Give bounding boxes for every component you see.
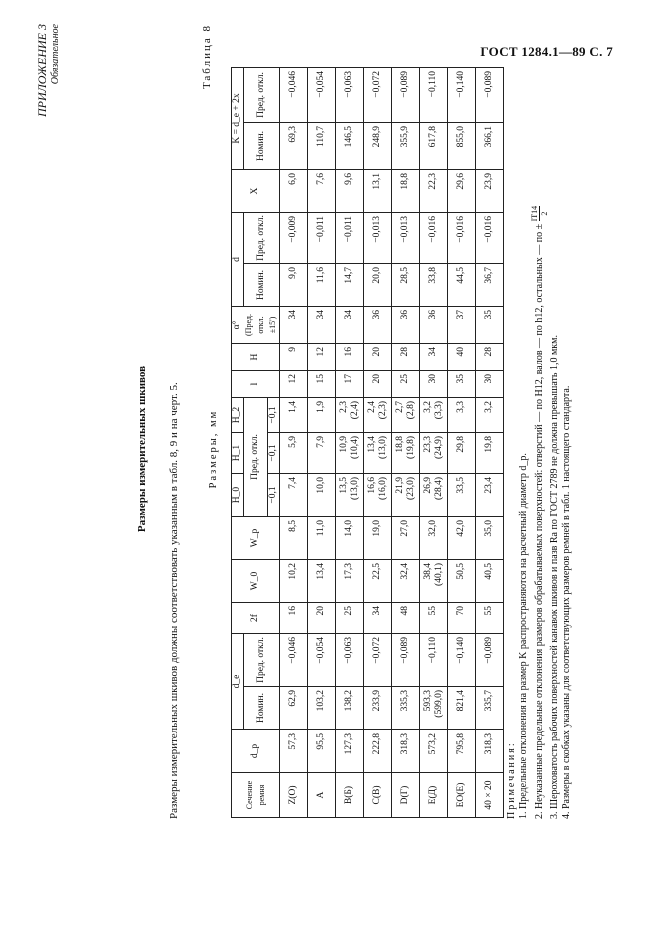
- cell-W0: 22,5: [364, 560, 392, 603]
- cell-H0: 10,0: [308, 474, 336, 517]
- note-1: 1. Предельные отклонения на размер K распространяются на расчетный диаметр d_p.: [518, 453, 529, 819]
- col-section: Сечение ремня: [232, 773, 280, 818]
- col-K-nom: Номин.: [244, 123, 280, 170]
- cell-alpha: 36: [364, 307, 392, 344]
- cell-l: 25: [392, 371, 420, 398]
- appendix-subtitle: Обязательное: [50, 24, 61, 85]
- table-row: [336, 68, 364, 818]
- note-4: 4. Размеры в скобках указаны для соответствующих размеров ремней в табл. 1 настоящего стандарта.: [561, 385, 572, 819]
- col-K-pred: Пред. откл.: [244, 68, 280, 123]
- col-W0: W_0: [232, 560, 280, 603]
- cell-de-pred: −0,089: [476, 634, 504, 687]
- cell-de-pred: −0,046: [280, 634, 308, 687]
- cell-l: 17: [336, 371, 364, 398]
- cell-H: 28: [392, 344, 420, 371]
- cell-alpha: 36: [392, 307, 420, 344]
- cell-alpha: 34: [336, 307, 364, 344]
- section-title: Размеры измерительных шкивов: [136, 365, 148, 533]
- cell-H0: 13,5 (13,0): [336, 474, 364, 517]
- col-dp: d_p: [232, 730, 280, 773]
- cell-f2: 48: [392, 603, 420, 634]
- dimensions-table: [231, 67, 504, 818]
- table-row: [448, 68, 476, 818]
- cell-alpha: 35: [476, 307, 504, 344]
- col-H: H: [232, 344, 280, 371]
- cell-l: 30: [476, 371, 504, 398]
- cell-l: 20: [364, 371, 392, 398]
- cell-H2: 2,4 (2,3): [364, 398, 392, 433]
- cell-H2: 1,4: [280, 398, 308, 433]
- col-de-nom: Номин.: [244, 687, 280, 730]
- cell-section: Z(O): [280, 773, 308, 818]
- cell-dp: 95,5: [308, 730, 336, 773]
- table-row: [420, 68, 448, 818]
- cell-K-pred: −0,072: [364, 68, 392, 123]
- cell-de-pred: −0,089: [392, 634, 420, 687]
- cell-W0: 13,4: [308, 560, 336, 603]
- cell-de-nom: 335,7: [476, 687, 504, 730]
- cell-X: 6,0: [280, 170, 308, 213]
- cell-K-pred: −0,054: [308, 68, 336, 123]
- table-row: [476, 68, 504, 818]
- cell-d-pred: −0,013: [364, 213, 392, 264]
- col-pred-otkl-group: Пред. откл.: [244, 398, 268, 517]
- cell-W0: 32,4: [392, 560, 420, 603]
- cell-X: 22,3: [420, 170, 448, 213]
- cell-X: 13,1: [364, 170, 392, 213]
- notes-heading: Примечания:: [506, 741, 517, 819]
- cell-K-pred: −0,089: [392, 68, 420, 123]
- cell-d-pred: −0,013: [392, 213, 420, 264]
- cell-X: 18,8: [392, 170, 420, 213]
- cell-d-nom: 11,6: [308, 264, 336, 307]
- cell-H1: 18,8 (19,8): [392, 433, 420, 474]
- col-Wp: W_p: [232, 517, 280, 560]
- cell-K-nom: 355,9: [392, 123, 420, 170]
- cell-d-pred: −0,016: [476, 213, 504, 264]
- cell-l: 12: [280, 371, 308, 398]
- cell-H2: 3,2: [476, 398, 504, 433]
- table-label: Таблица 8: [201, 24, 213, 90]
- cell-K-pred: −0,140: [448, 68, 476, 123]
- cell-alpha: 34: [280, 307, 308, 344]
- appendix-title: [36, 24, 62, 874]
- cell-f2: 34: [364, 603, 392, 634]
- cell-f2: 20: [308, 603, 336, 634]
- col-d-nom: Номин.: [244, 264, 280, 307]
- cell-H1: 23,3 (24,9): [420, 433, 448, 474]
- cell-dp: 318,3: [476, 730, 504, 773]
- cell-X: 29,6: [448, 170, 476, 213]
- cell-Wp: 35,0: [476, 517, 504, 560]
- table-body: [280, 68, 504, 818]
- cell-d-pred: −0,009: [280, 213, 308, 264]
- cell-de-pred: −0,072: [364, 634, 392, 687]
- cell-de-nom: 593,3 (599,0): [420, 687, 448, 730]
- cell-H: 9: [280, 344, 308, 371]
- cell-dp: 573,2: [420, 730, 448, 773]
- cell-de-pred: −0,063: [336, 634, 364, 687]
- col-K: K = d_e + 2x: [232, 68, 244, 170]
- cell-de-nom: 62,9: [280, 687, 308, 730]
- cell-d-nom: 36,7: [476, 264, 504, 307]
- cell-H0: 26,9 (28,4): [420, 474, 448, 517]
- cell-de-pred: −0,140: [448, 634, 476, 687]
- cell-f2: 55: [476, 603, 504, 634]
- rotated-content: [18, 24, 618, 874]
- cell-K-nom: 110,7: [308, 123, 336, 170]
- cell-K-nom: 146,5: [336, 123, 364, 170]
- cell-f2: 16: [280, 603, 308, 634]
- cell-H2: 1,9: [308, 398, 336, 433]
- cell-Wp: 14,0: [336, 517, 364, 560]
- units-label: Размеры, мм: [208, 409, 219, 489]
- col-H2: H_2: [232, 398, 244, 433]
- cell-K-pred: −0,063: [336, 68, 364, 123]
- cell-dp: 795,8: [448, 730, 476, 773]
- cell-H: 40: [448, 344, 476, 371]
- cell-K-nom: 69,3: [280, 123, 308, 170]
- table-row: [392, 68, 420, 818]
- cell-H2: 2,7 (2,8): [392, 398, 420, 433]
- cell-dp: 127,3: [336, 730, 364, 773]
- col-de: d_e: [232, 634, 244, 730]
- cell-de-nom: 821,4: [448, 687, 476, 730]
- cell-H2: 2,3 (2,4): [336, 398, 364, 433]
- cell-de-nom: 335,3: [392, 687, 420, 730]
- cell-H0: 21,9 (23,0): [392, 474, 420, 517]
- cell-Wp: 27,0: [392, 517, 420, 560]
- table-row: [364, 68, 392, 818]
- cell-K-nom: 248,9: [364, 123, 392, 170]
- cell-X: 9,6: [336, 170, 364, 213]
- page-header: ГОСТ 1284.1—89 С. 7: [480, 44, 613, 59]
- cell-H1: 13,4 (13,0): [364, 433, 392, 474]
- cell-l: 30: [420, 371, 448, 398]
- cell-d-pred: −0,011: [308, 213, 336, 264]
- cell-H1: 10,9 (10,4): [336, 433, 364, 474]
- table-row: [308, 68, 336, 818]
- cell-f2: 25: [336, 603, 364, 634]
- cell-H1: 19,8: [476, 433, 504, 474]
- intro-text: Размеры измерительных шкивов должны соответствовать указанным в табл. 8, 9 и на черт. 5.: [168, 382, 180, 819]
- cell-Wp: 8,5: [280, 517, 308, 560]
- cell-K-nom: 855,0: [448, 123, 476, 170]
- col-H2-tol: −0,1: [268, 398, 280, 433]
- cell-de-nom: 138,2: [336, 687, 364, 730]
- col-d-pred: Пред. откл.: [244, 213, 280, 264]
- cell-W0: 10,2: [280, 560, 308, 603]
- col-d: d: [232, 213, 244, 307]
- cell-W0: 17,3: [336, 560, 364, 603]
- cell-H2: 3,2 (3,3): [420, 398, 448, 433]
- cell-K-pred: −0,089: [476, 68, 504, 123]
- cell-dp: 222,8: [364, 730, 392, 773]
- note-2: 2. Неуказанные предельные отклонения размеров обрабатываемых поверхностей: отверстий — по Н12, валов — по h12, остальных — по ± IT14 2: [530, 205, 549, 819]
- cell-K-pred: −0,110: [420, 68, 448, 123]
- appendix-label: ПРИЛОЖЕНИЕ 3: [35, 24, 49, 117]
- cell-W0: 50,5: [448, 560, 476, 603]
- cell-W0: 38,4 (40,1): [420, 560, 448, 603]
- cell-X: 23,9: [476, 170, 504, 213]
- cell-section: D(Г): [392, 773, 420, 818]
- cell-H: 34: [420, 344, 448, 371]
- cell-H1: 29,8: [448, 433, 476, 474]
- cell-d-pred: −0,016: [448, 213, 476, 264]
- cell-section: 40 × 20: [476, 773, 504, 818]
- cell-dp: 57,3: [280, 730, 308, 773]
- cell-f2: 55: [420, 603, 448, 634]
- cell-H: 28: [476, 344, 504, 371]
- cell-W0: 40,5: [476, 560, 504, 603]
- cell-H1: 7,9: [308, 433, 336, 474]
- cell-H0: 33,5: [448, 474, 476, 517]
- cell-H: 12: [308, 344, 336, 371]
- cell-d-pred: −0,011: [336, 213, 364, 264]
- table-row: [280, 68, 308, 818]
- notes: [506, 206, 573, 819]
- col-H0: H_0: [232, 474, 244, 517]
- cell-d-nom: 20,0: [364, 264, 392, 307]
- cell-H2: 3,3: [448, 398, 476, 433]
- cell-H1: 5,9: [280, 433, 308, 474]
- cell-H: 16: [336, 344, 364, 371]
- cell-Wp: 11,0: [308, 517, 336, 560]
- col-H0-tol: −0,1: [268, 474, 280, 517]
- cell-section: E(Д): [420, 773, 448, 818]
- cell-H0: 23,4: [476, 474, 504, 517]
- cell-Wp: 42,0: [448, 517, 476, 560]
- cell-K-pred: −0,046: [280, 68, 308, 123]
- cell-section: B(Б): [336, 773, 364, 818]
- cell-d-nom: 33,8: [420, 264, 448, 307]
- cell-K-nom: 366,1: [476, 123, 504, 170]
- cell-d-nom: 44,5: [448, 264, 476, 307]
- cell-section: EO(E): [448, 773, 476, 818]
- cell-X: 7,6: [308, 170, 336, 213]
- col-H1-tol: −0,1: [268, 433, 280, 474]
- col-2f: 2f: [232, 603, 280, 634]
- note-2-fraction: IT14 2: [530, 205, 549, 222]
- cell-alpha: 37: [448, 307, 476, 344]
- cell-l: 35: [448, 371, 476, 398]
- cell-d-pred: −0,016: [420, 213, 448, 264]
- cell-Wp: 19,0: [364, 517, 392, 560]
- cell-alpha: 36: [420, 307, 448, 344]
- cell-d-nom: 28,5: [392, 264, 420, 307]
- col-de-pred: Пред. откл.: [244, 634, 280, 687]
- cell-H0: 7,4: [280, 474, 308, 517]
- cell-f2: 70: [448, 603, 476, 634]
- cell-d-nom: 14,7: [336, 264, 364, 307]
- cell-dp: 318,3: [392, 730, 420, 773]
- cell-de-pred: −0,110: [420, 634, 448, 687]
- cell-d-nom: 9,0: [280, 264, 308, 307]
- col-X: X: [232, 170, 280, 213]
- cell-H0: 16,6 (16,0): [364, 474, 392, 517]
- cell-de-nom: 103,2: [308, 687, 336, 730]
- cell-section: A: [308, 773, 336, 818]
- col-l: l: [232, 371, 280, 398]
- cell-de-nom: 233,9: [364, 687, 392, 730]
- col-H1: H_1: [232, 433, 244, 474]
- col-alpha: α° (Пред. откл. ±15'): [232, 307, 280, 344]
- cell-de-pred: −0,054: [308, 634, 336, 687]
- cell-section: C(В): [364, 773, 392, 818]
- cell-alpha: 34: [308, 307, 336, 344]
- cell-H: 20: [364, 344, 392, 371]
- note-3: 3. Шероховатость рабочих поверхностей канавок шкивов и пазв Ra по ГОСТ 2789 не должна превышать 1,0 мкм.: [549, 335, 560, 819]
- cell-Wp: 32,0: [420, 517, 448, 560]
- cell-K-nom: 617,8: [420, 123, 448, 170]
- cell-l: 15: [308, 371, 336, 398]
